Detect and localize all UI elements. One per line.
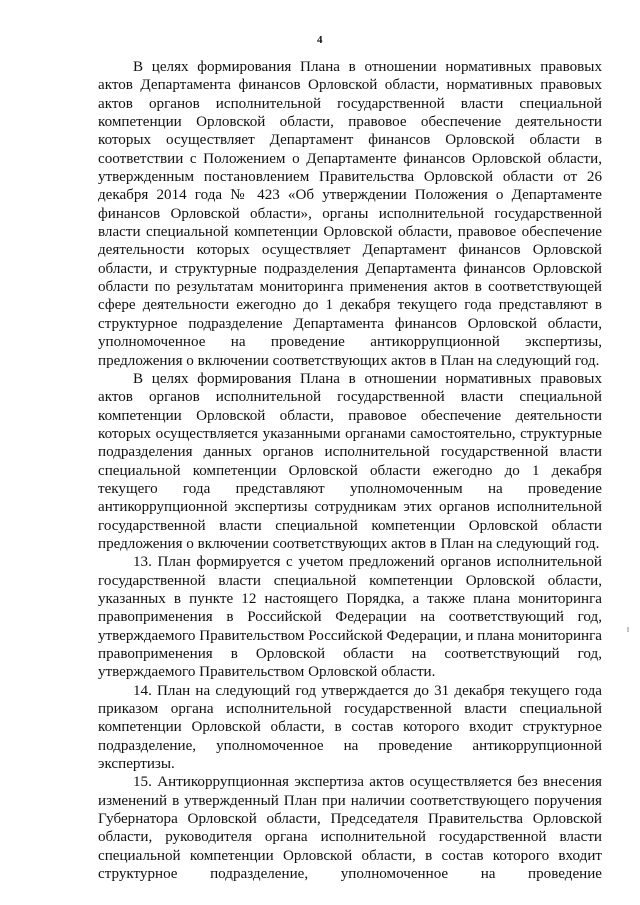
paragraph-15: 15. Антикоррупционная экспертиза актов осуществляется без внесения изменений в утвержденный План при наличии соответствующего поручения Губернатора Орловской области, Председателя Правительства Орловской области, руководителя органа исполнительной государственной власти специальной компетенции Орловской области, в состав которого входит структурное подразделение, уполномоченное на проведение bbox=[98, 774, 602, 883]
paragraph-plan-special-competence: В целях формирования Плана в отношении нормативных правовых актов органов исполнительной государственной власти специальной компетенции Орловской области, правовое обеспечение деятельности которых осуществляется указанными органами самостоятельно, структурные подразделения данных органов исполнительной государственной власти специальной компетенции Орловской области ежегодно до 1 декабря текущего года представляют уполномоченным на проведение антикоррупционной экспертизы сотрудникам этих органов исполнительной государственной власти специальной компетенции Орловской области предложения о включении соответствующих актов в План на следующий год. bbox=[98, 370, 602, 552]
scan-speck bbox=[627, 627, 629, 632]
document-body bbox=[98, 58, 602, 883]
paragraph-14: 14. План на следующий год утверждается до 31 декабря текущего года приказом органа исполнительной государственной власти специальной компетенции Орловской области, в состав которого входит структурное подразделение, уполномоченное на проведение антикоррупционной экспертизы. bbox=[98, 682, 602, 773]
page-number: 4 bbox=[317, 34, 323, 46]
paragraph-13: 13. План формируется с учетом предложений органов исполнительной государственной власти специальной компетенции Орловской области, указанных в пункте 12 настоящего Порядка, а также плана мониторинга правоприменения в Российской Федерации на соответствующий год, утверждаемого Правительством Российской Федерации, и плана мониторинга правоприменения в Орловской области на соответствующий год, утверждаемого Правительством Орловской области. bbox=[98, 554, 602, 681]
paragraph-plan-department-finance: В целях формирования Плана в отношении нормативных правовых актов Департамента финансов Орловской области, нормативных правовых актов органов исполнительной государственной власти специальной компетенции Орловской области, правовое обеспечение деятельности которых осуществляет Департамент финансов Орловской области в соответствии с Положением о Департаменте финансов Орловской области, утвержденным постановлением Правительства Орловской области от 26 декабря 2014 года № 423 «Об утверждении Положения о Департаменте финансов Орловской области», органы исполнительной государственной власти специальной компетенции Орловской области, правовое обеспечение деятельности которых осуществляет Департамент финансов Орловской области, и структурные подразделения Департамента финансов Орловской области по результатам мониторинга применения актов в соответствующей сфере деятельности ежегодно до 1 декабря текущего года представляют в структурное подразделение Департамента финансов Орловской области, уполномоченное на проведение антикоррупционной экспертизы, предложения о включении соответствующих актов в План на следующий год. bbox=[98, 59, 602, 369]
